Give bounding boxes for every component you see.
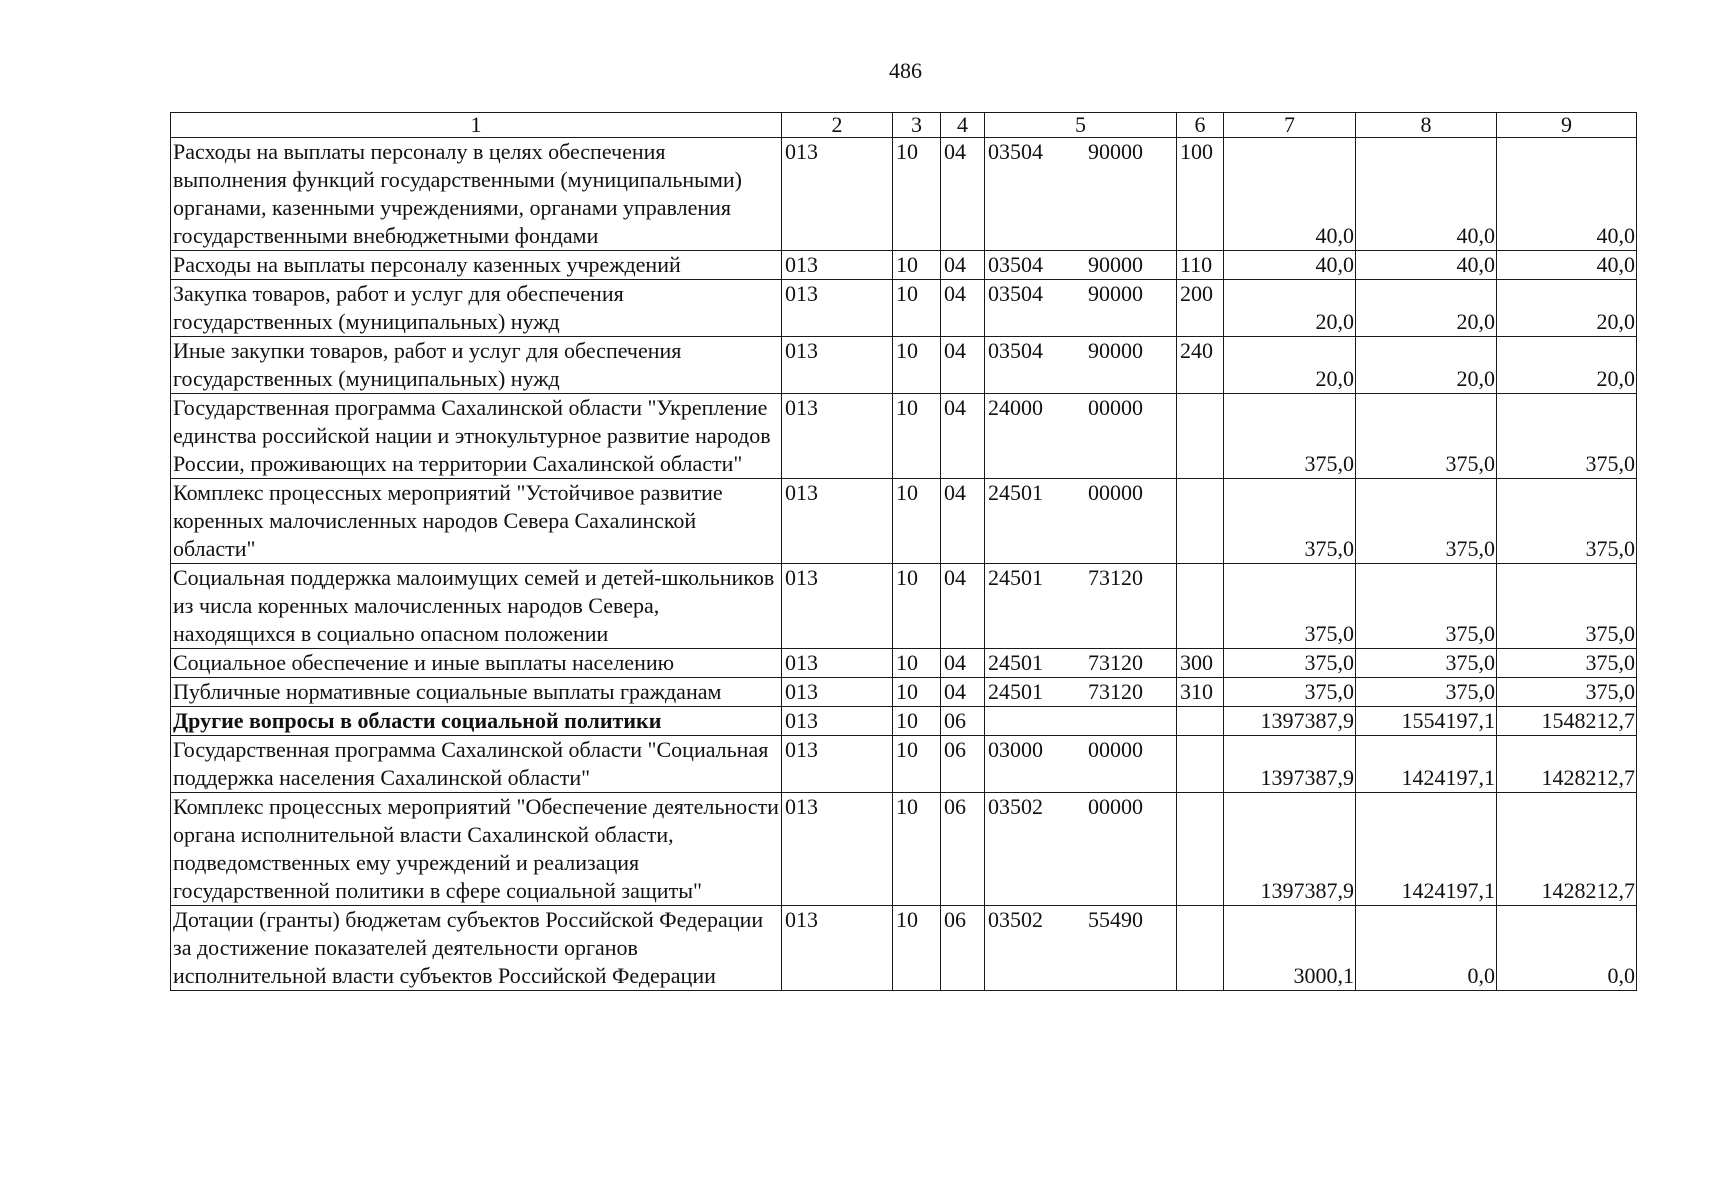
- header-cell: 4: [941, 113, 985, 138]
- header-cell: 6: [1177, 113, 1224, 138]
- target-article-parts: [988, 479, 1173, 507]
- target-article-program: 03504: [988, 338, 1043, 363]
- subsection-code: 04: [941, 564, 985, 649]
- target-article-direction: 55490: [1088, 907, 1143, 932]
- table-row: [171, 337, 1637, 394]
- amount-year-3: 375,0: [1497, 394, 1637, 479]
- amount-year-1: 40,0: [1224, 251, 1356, 280]
- amount-year-2: 375,0: [1356, 678, 1497, 707]
- amount-year-2: 375,0: [1356, 564, 1497, 649]
- ministry-code: 013: [782, 707, 893, 736]
- header-cell: 2: [782, 113, 893, 138]
- target-article-code: [985, 678, 1177, 707]
- target-article-direction: 00000: [1088, 480, 1143, 505]
- amount-year-2: 20,0: [1356, 280, 1497, 337]
- header-cell: 5: [985, 113, 1177, 138]
- amount-year-1: 1397387,9: [1224, 793, 1356, 906]
- ministry-code: 013: [782, 793, 893, 906]
- target-article-parts: [988, 793, 1173, 821]
- target-article-direction: 90000: [1088, 281, 1143, 306]
- expense-type-code: [1177, 394, 1224, 479]
- amount-year-1: 20,0: [1224, 280, 1356, 337]
- amount-year-3: 375,0: [1497, 649, 1637, 678]
- amount-year-3: 1548212,7: [1497, 707, 1637, 736]
- row-description: Комплекс процессных мероприятий "Обеспечение деятельности органа исполнительной власти Сахалинской области, подведомственных ему учреждений и реализация государственной политики в сфере социальной защиты": [171, 793, 782, 906]
- section-code: 10: [893, 280, 941, 337]
- amount-year-3: 0,0: [1497, 906, 1637, 991]
- target-article-code: [985, 564, 1177, 649]
- amount-year-1: 375,0: [1224, 678, 1356, 707]
- subsection-code: 04: [941, 138, 985, 251]
- amount-year-1: 40,0: [1224, 138, 1356, 251]
- target-article-parts: [988, 251, 1173, 279]
- table-row: [171, 251, 1637, 280]
- expense-type-code: [1177, 479, 1224, 564]
- amount-year-1: 375,0: [1224, 479, 1356, 564]
- ministry-code: 013: [782, 736, 893, 793]
- target-article-program: 03504: [988, 252, 1043, 277]
- expense-type-code: 310: [1177, 678, 1224, 707]
- target-article-code: [985, 479, 1177, 564]
- ministry-code: 013: [782, 564, 893, 649]
- expense-type-code: 110: [1177, 251, 1224, 280]
- section-code: 10: [893, 906, 941, 991]
- row-description: Другие вопросы в области социальной политики: [171, 707, 782, 736]
- subsection-code: 04: [941, 678, 985, 707]
- row-description: Комплекс процессных мероприятий "Устойчивое развитие коренных малочисленных народов Севера Сахалинской области": [171, 479, 782, 564]
- amount-year-2: 375,0: [1356, 649, 1497, 678]
- target-article-direction: 00000: [1088, 395, 1143, 420]
- amount-year-3: 375,0: [1497, 479, 1637, 564]
- expense-type-code: [1177, 736, 1224, 793]
- amount-year-3: 1428212,7: [1497, 793, 1637, 906]
- ministry-code: 013: [782, 649, 893, 678]
- header-cell: 7: [1224, 113, 1356, 138]
- table-body: [171, 113, 1637, 991]
- amount-year-2: 40,0: [1356, 138, 1497, 251]
- target-article-parts: [988, 678, 1173, 706]
- target-article-parts: [988, 564, 1173, 592]
- header-cell: 9: [1497, 113, 1637, 138]
- section-code: 10: [893, 649, 941, 678]
- amount-year-1: 20,0: [1224, 337, 1356, 394]
- subsection-code: 04: [941, 479, 985, 564]
- row-description: Дотации (гранты) бюджетам субъектов Российской Федерации за достижение показателей деятельности органов исполнительной власти субъектов Российской Федерации: [171, 906, 782, 991]
- target-article-code: [985, 793, 1177, 906]
- target-article-code: [985, 707, 1177, 736]
- target-article-program: 03000: [988, 737, 1043, 762]
- table-row: [171, 280, 1637, 337]
- subsection-code: 04: [941, 394, 985, 479]
- subsection-code: 04: [941, 280, 985, 337]
- target-article-code: [985, 280, 1177, 337]
- amount-year-3: 20,0: [1497, 337, 1637, 394]
- target-article-program: 24501: [988, 565, 1043, 590]
- amount-year-3: 1428212,7: [1497, 736, 1637, 793]
- ministry-code: 013: [782, 251, 893, 280]
- target-article-parts: [988, 736, 1173, 764]
- section-code: 10: [893, 394, 941, 479]
- header-cell: 3: [893, 113, 941, 138]
- ministry-code: 013: [782, 479, 893, 564]
- target-article-program: 24000: [988, 395, 1043, 420]
- ministry-code: 013: [782, 394, 893, 479]
- target-article-program: 03502: [988, 794, 1043, 819]
- target-article-direction: 00000: [1088, 794, 1143, 819]
- table-row: [171, 736, 1637, 793]
- ministry-code: 013: [782, 280, 893, 337]
- row-description: Социальное обеспечение и иные выплаты населению: [171, 649, 782, 678]
- amount-year-2: 1424197,1: [1356, 793, 1497, 906]
- target-article-code: [985, 906, 1177, 991]
- amount-year-3: 40,0: [1497, 138, 1637, 251]
- expense-type-code: 200: [1177, 280, 1224, 337]
- row-description: Публичные нормативные социальные выплаты гражданам: [171, 678, 782, 707]
- expense-type-code: [1177, 564, 1224, 649]
- target-article-code: [985, 394, 1177, 479]
- row-description: Государственная программа Сахалинской области "Укрепление единства российской нации и этнокультурное развитие народов России, проживающих на территории Сахалинской области": [171, 394, 782, 479]
- section-code: 10: [893, 707, 941, 736]
- header-cell: 8: [1356, 113, 1497, 138]
- table-row: [171, 138, 1637, 251]
- amount-year-1: 3000,1: [1224, 906, 1356, 991]
- target-article-direction: 73120: [1088, 650, 1143, 675]
- target-article-code: [985, 138, 1177, 251]
- subsection-code: 06: [941, 707, 985, 736]
- amount-year-2: 375,0: [1356, 394, 1497, 479]
- target-article-parts: [988, 138, 1173, 166]
- amount-year-2: 20,0: [1356, 337, 1497, 394]
- table-row: [171, 793, 1637, 906]
- amount-year-1: 1397387,9: [1224, 707, 1356, 736]
- target-article-code: [985, 649, 1177, 678]
- page-number: 486: [889, 58, 922, 83]
- section-code: 10: [893, 337, 941, 394]
- expense-type-code: 300: [1177, 649, 1224, 678]
- expense-type-code: [1177, 707, 1224, 736]
- target-article-parts: [988, 337, 1173, 365]
- ministry-code: 013: [782, 138, 893, 251]
- row-description: Расходы на выплаты персоналу казенных учреждений: [171, 251, 782, 280]
- subsection-code: 04: [941, 337, 985, 394]
- target-article-code: [985, 251, 1177, 280]
- amount-year-1: 1397387,9: [1224, 736, 1356, 793]
- expense-type-code: [1177, 793, 1224, 906]
- ministry-code: 013: [782, 678, 893, 707]
- row-description: Расходы на выплаты персоналу в целях обеспечения выполнения функций государственными (муниципальными) органами, казенными учреждениями, органами управления государственными внебюджетными фондами: [171, 138, 782, 251]
- target-article-direction: 73120: [1088, 679, 1143, 704]
- subsection-code: 06: [941, 906, 985, 991]
- subsection-code: 06: [941, 793, 985, 906]
- subsection-code: 06: [941, 736, 985, 793]
- amount-year-3: 375,0: [1497, 564, 1637, 649]
- expense-type-code: 240: [1177, 337, 1224, 394]
- section-code: 10: [893, 479, 941, 564]
- table-row: [171, 564, 1637, 649]
- target-article-direction: 90000: [1088, 252, 1143, 277]
- amount-year-1: 375,0: [1224, 394, 1356, 479]
- target-article-program: 03504: [988, 281, 1043, 306]
- section-code: 10: [893, 138, 941, 251]
- section-code: 10: [893, 793, 941, 906]
- header-row: [171, 113, 1637, 138]
- amount-year-3: 40,0: [1497, 251, 1637, 280]
- amount-year-2: 1554197,1: [1356, 707, 1497, 736]
- section-code: 10: [893, 564, 941, 649]
- table-row: [171, 678, 1637, 707]
- budget-table: [170, 112, 1637, 991]
- ministry-code: 013: [782, 906, 893, 991]
- header-cell: 1: [171, 113, 782, 138]
- amount-year-1: 375,0: [1224, 649, 1356, 678]
- target-article-program: 03504: [988, 139, 1043, 164]
- amount-year-3: 20,0: [1497, 280, 1637, 337]
- table-row: [171, 479, 1637, 564]
- ministry-code: 013: [782, 337, 893, 394]
- target-article-parts: [988, 280, 1173, 308]
- table-row: [171, 906, 1637, 991]
- target-article-code: [985, 337, 1177, 394]
- section-code: 10: [893, 678, 941, 707]
- amount-year-2: 0,0: [1356, 906, 1497, 991]
- row-description: Государственная программа Сахалинской области "Социальная поддержка населения Сахалинской области": [171, 736, 782, 793]
- amount-year-2: 40,0: [1356, 251, 1497, 280]
- section-code: 10: [893, 251, 941, 280]
- target-article-direction: 90000: [1088, 338, 1143, 363]
- amount-year-2: 1424197,1: [1356, 736, 1497, 793]
- row-description: Закупка товаров, работ и услуг для обеспечения государственных (муниципальных) нужд: [171, 280, 782, 337]
- amount-year-1: 375,0: [1224, 564, 1356, 649]
- target-article-parts: [988, 394, 1173, 422]
- target-article-direction: 90000: [1088, 139, 1143, 164]
- target-article-parts: [988, 906, 1173, 934]
- table-row: [171, 707, 1637, 736]
- section-code: 10: [893, 736, 941, 793]
- table-row: [171, 394, 1637, 479]
- subsection-code: 04: [941, 649, 985, 678]
- row-description: Иные закупки товаров, работ и услуг для обеспечения государственных (муниципальных) нужд: [171, 337, 782, 394]
- target-article-program: 24501: [988, 679, 1043, 704]
- target-article-program: 24501: [988, 650, 1043, 675]
- target-article-direction: 00000: [1088, 737, 1143, 762]
- target-article-direction: 73120: [1088, 565, 1143, 590]
- target-article-code: [985, 736, 1177, 793]
- amount-year-2: 375,0: [1356, 479, 1497, 564]
- expense-type-code: 100: [1177, 138, 1224, 251]
- row-description: Социальная поддержка малоимущих семей и детей-школьников из числа коренных малочисленных народов Севера, находящихся в социально опасном положении: [171, 564, 782, 649]
- target-article-program: 03502: [988, 907, 1043, 932]
- amount-year-3: 375,0: [1497, 678, 1637, 707]
- expense-type-code: [1177, 906, 1224, 991]
- target-article-program: 24501: [988, 480, 1043, 505]
- table-row: [171, 649, 1637, 678]
- target-article-parts: [988, 649, 1173, 677]
- subsection-code: 04: [941, 251, 985, 280]
